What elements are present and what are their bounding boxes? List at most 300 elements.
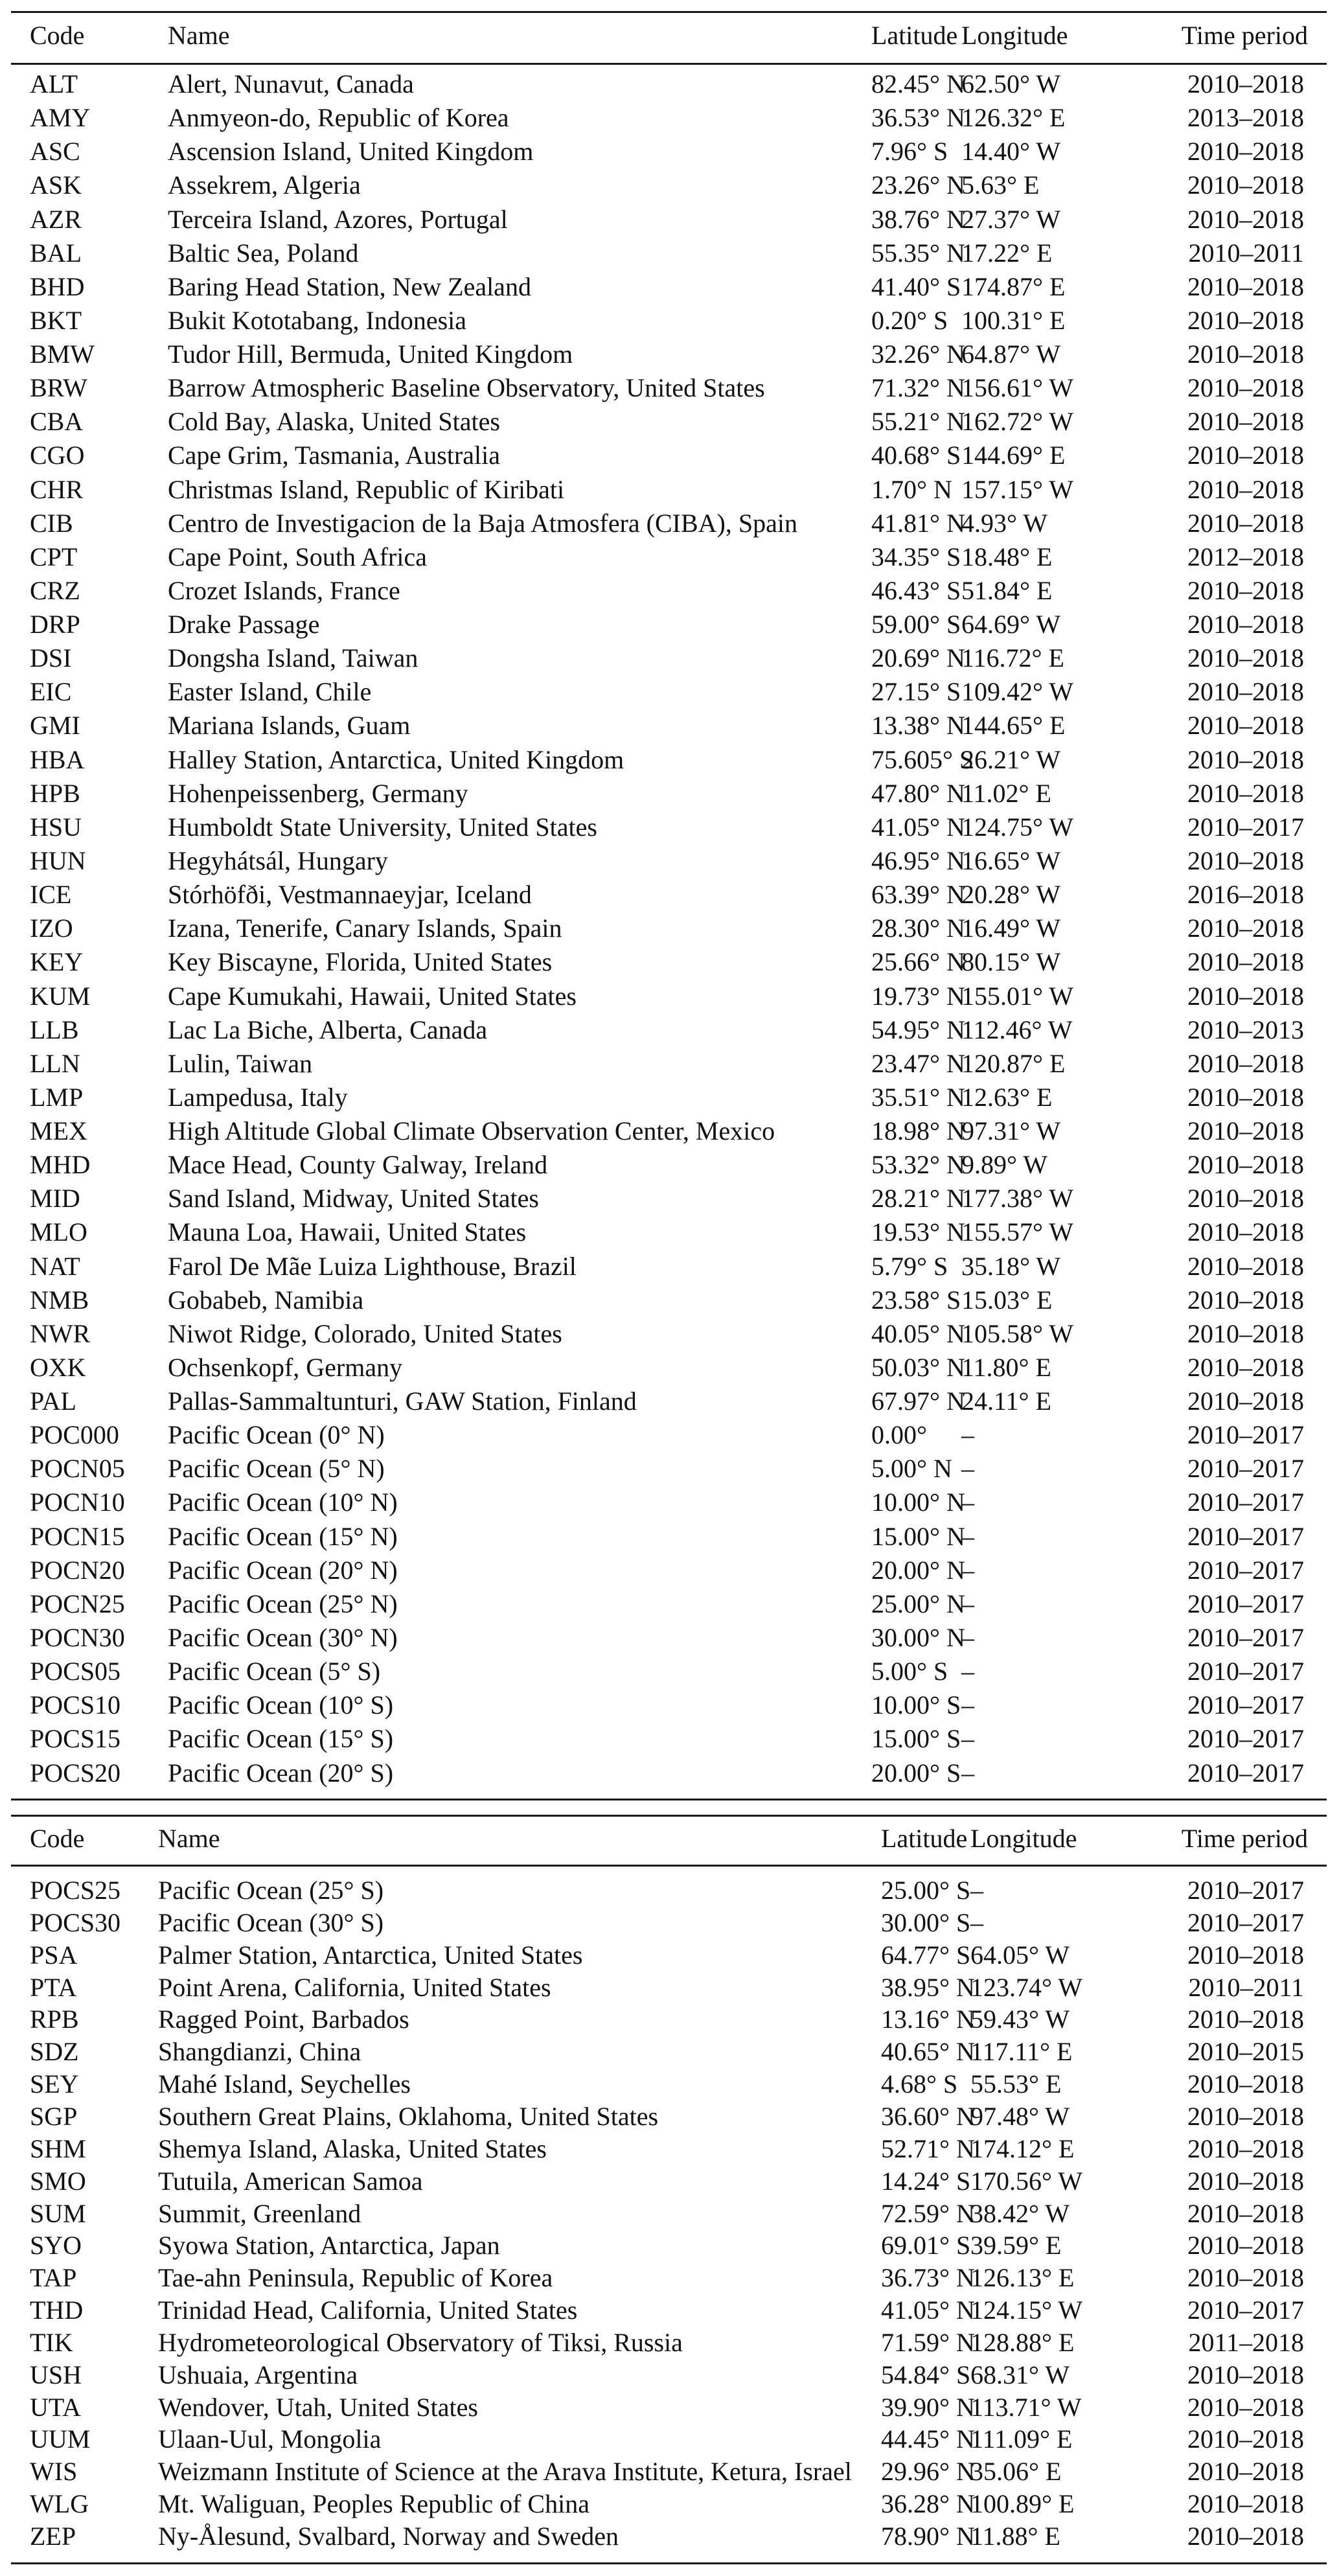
station-latitude: 27.15° S: [871, 677, 961, 706]
station-time-period: 2010–2018: [1187, 2360, 1304, 2389]
table-row: [0, 1318, 1339, 1350]
station-time-period: 2010–2018: [1187, 69, 1304, 98]
station-longitude: 16.65° W: [961, 846, 1061, 875]
station-time-period: 2010–2017: [1187, 1724, 1304, 1753]
station-time-period: 2010–2018: [1187, 475, 1304, 504]
station-code: DRP: [30, 610, 80, 639]
station-code: LLB: [30, 1015, 79, 1044]
station-code: SUM: [30, 2199, 86, 2228]
station-latitude: 18.98° N: [871, 1116, 965, 1145]
station-latitude: 15.00° S: [871, 1724, 961, 1753]
station-code: CGO: [30, 441, 85, 470]
station-longitude: 162.72° W: [961, 407, 1074, 436]
table-row: [0, 1182, 1339, 1215]
table-row: [0, 1622, 1339, 1654]
station-longitude: –: [961, 1454, 974, 1483]
station-name: Centro de Investigacion de la Baja Atmosfera (CIBA), Spain: [168, 509, 797, 538]
table-1-header-row: [0, 19, 1339, 52]
station-name: Farol De Mãe Luiza Lighthouse, Brazil: [168, 1252, 577, 1281]
station-latitude: 36.28° N: [881, 2489, 975, 2518]
table-row: [0, 1149, 1339, 1181]
station-name: Tutuila, American Samoa: [158, 2167, 423, 2196]
station-longitude: 170.56° W: [970, 2167, 1083, 2196]
station-name: Pallas-Sammaltunturi, GAW Station, Finland: [168, 1386, 637, 1416]
table-row: [0, 1554, 1339, 1587]
table-row: [0, 1048, 1339, 1080]
table-row: [0, 169, 1339, 201]
station-latitude: 14.24° S: [881, 2167, 971, 2196]
station-longitude: 126.13° E: [970, 2263, 1075, 2292]
station-time-period: 2011–2018: [1188, 2328, 1304, 2357]
station-latitude: 53.32° N: [871, 1150, 965, 1179]
station-time-period: 2010–2018: [1187, 2263, 1304, 2292]
station-longitude: 126.32° E: [961, 103, 1066, 132]
station-code: POCN20: [30, 1556, 125, 1585]
station-name: Cape Point, South Africa: [168, 542, 427, 571]
table-row: [0, 1723, 1339, 1755]
station-name: Mt. Waliguan, Peoples Republic of China: [158, 2489, 589, 2518]
station-code: NAT: [30, 1252, 80, 1281]
station-name: Stórhöfði, Vestmannaeyjar, Iceland: [168, 880, 532, 909]
station-longitude: 11.88° E: [970, 2522, 1060, 2551]
station-time-period: 2010–2018: [1187, 677, 1304, 706]
station-longitude: 100.31° E: [961, 306, 1066, 335]
station-latitude: 63.39° N: [871, 880, 965, 909]
station-longitude: 4.93° W: [961, 509, 1048, 538]
station-longitude: –: [961, 1758, 974, 1788]
table-row: [0, 1284, 1339, 1317]
station-longitude: –: [961, 1420, 974, 1449]
station-name: Ny-Ålesund, Svalbard, Norway and Sweden: [158, 2522, 619, 2551]
station-latitude: 23.58° S: [871, 1285, 961, 1315]
station-time-period: 2010–2017: [1187, 1488, 1304, 1517]
station-latitude: 72.59° N: [881, 2199, 975, 2228]
station-code: IZO: [30, 914, 73, 943]
station-code: CPT: [30, 542, 78, 571]
station-code: LLN: [30, 1049, 80, 1078]
table-row: [0, 2198, 1339, 2230]
station-code: SMO: [30, 2167, 86, 2196]
table-row: [0, 2003, 1339, 2036]
station-longitude: 116.72° E: [961, 643, 1064, 673]
station-latitude: 30.00° S: [881, 1908, 971, 1937]
station-time-period: 2010–2017: [1187, 1522, 1304, 1551]
station-code: POCN30: [30, 1623, 125, 1652]
station-time-period: 2010–2018: [1187, 1386, 1304, 1416]
header-latitude: Latitude: [881, 1824, 968, 1853]
table-row: [0, 1972, 1339, 2004]
station-latitude: 7.96° S: [871, 137, 948, 166]
station-name: Tae-ahn Peninsula, Republic of Korea: [158, 2263, 553, 2292]
header-name: Name: [158, 1824, 220, 1853]
station-code: MLO: [30, 1217, 87, 1247]
table-row: [0, 1757, 1339, 1789]
station-name: Dongsha Island, Taiwan: [168, 643, 418, 673]
station-code: ICE: [30, 880, 72, 909]
station-longitude: 105.58° W: [961, 1319, 1074, 1348]
station-time-period: 2010–2018: [1187, 2522, 1304, 2551]
table-row: [0, 1486, 1339, 1519]
station-name: Halley Station, Antarctica, United Kingdom: [168, 745, 624, 774]
table-row: [0, 608, 1339, 641]
station-longitude: 97.31° W: [961, 1116, 1061, 1145]
station-longitude: 51.84° E: [961, 576, 1053, 605]
station-time-period: 2010–2018: [1187, 2393, 1304, 2422]
station-longitude: –: [961, 1724, 974, 1753]
station-time-period: 2010–2018: [1187, 1116, 1304, 1145]
station-longitude: 120.87° E: [961, 1049, 1066, 1078]
table-row: [0, 1453, 1339, 1485]
station-time-period: 2010–2017: [1187, 812, 1304, 842]
station-latitude: 78.90° N: [881, 2522, 975, 2551]
header-longitude: Longitude: [961, 21, 1068, 50]
station-time-period: 2010–2018: [1187, 1083, 1304, 1112]
table-row: [0, 1115, 1339, 1147]
station-longitude: 14.40° W: [961, 137, 1061, 166]
station-longitude: 155.57° W: [961, 1217, 1074, 1247]
station-latitude: 29.96° N: [881, 2457, 975, 2486]
station-latitude: 13.38° N: [871, 711, 965, 740]
station-latitude: 46.95° N: [871, 846, 965, 875]
station-name: Humboldt State University, United States: [168, 812, 597, 842]
station-latitude: 19.53° N: [871, 1217, 965, 1247]
station-longitude: 17.22° E: [961, 238, 1053, 268]
station-name: Pacific Ocean (20° N): [168, 1556, 398, 1585]
station-time-period: 2010–2018: [1187, 339, 1304, 369]
station-latitude: 67.97° N: [871, 1386, 965, 1416]
station-name: Key Biscayne, Florida, United States: [168, 947, 553, 976]
station-time-period: 2010–2018: [1187, 846, 1304, 875]
station-latitude: 28.30° N: [871, 914, 965, 943]
station-time-period: 2010–2018: [1187, 407, 1304, 436]
station-code: PTA: [30, 1973, 77, 2002]
station-name: Pacific Ocean (30° N): [168, 1623, 398, 1652]
station-code: SEY: [30, 2069, 79, 2099]
table-row: [0, 980, 1339, 1013]
station-name: Point Arena, California, United States: [158, 1973, 551, 2002]
station-latitude: 46.43° S: [871, 576, 961, 605]
station-time-period: 2010–2018: [1187, 306, 1304, 335]
station-latitude: 10.00° N: [871, 1488, 965, 1517]
station-code: MID: [30, 1184, 80, 1213]
station-longitude: 64.69° W: [961, 610, 1061, 639]
station-time-period: 2010–2018: [1187, 1184, 1304, 1213]
station-latitude: 54.95° N: [871, 1015, 965, 1044]
station-time-period: 2013–2018: [1187, 103, 1304, 132]
station-longitude: 117.11° E: [970, 2037, 1073, 2066]
table-row: [0, 541, 1339, 573]
station-latitude: 40.65° N: [881, 2037, 975, 2066]
station-longitude: 155.01° W: [961, 982, 1074, 1011]
station-code: PSA: [30, 1940, 78, 1970]
station-time-period: 2010–2017: [1187, 2295, 1304, 2325]
station-time-period: 2010–2018: [1187, 711, 1304, 740]
station-name: Ulaan-Uul, Mongolia: [158, 2424, 382, 2454]
station-name: Ragged Point, Barbados: [158, 2005, 409, 2034]
table-row: [0, 744, 1339, 776]
station-latitude: 75.605° S: [871, 745, 974, 774]
station-longitude: –: [961, 1589, 974, 1618]
station-name: Mariana Islands, Guam: [168, 711, 411, 740]
station-latitude: 36.73° N: [881, 2263, 975, 2292]
station-latitude: 41.05° N: [871, 812, 965, 842]
station-code: HPB: [30, 779, 80, 808]
station-name: Pacific Ocean (10° S): [168, 1690, 394, 1719]
station-time-period: 2010–2017: [1187, 1876, 1304, 1905]
station-time-period: 2010–2018: [1187, 1049, 1304, 1078]
station-code: BMW: [30, 339, 95, 369]
table-row: [0, 2165, 1339, 2198]
station-time-period: 2010–2018: [1187, 982, 1304, 1011]
header-name: Name: [168, 21, 230, 50]
station-code: MEX: [30, 1116, 87, 1145]
table-row: [0, 845, 1339, 877]
station-latitude: 30.00° N: [871, 1623, 965, 1652]
station-name: Hegyhátsál, Hungary: [168, 846, 388, 875]
station-code: ASC: [30, 137, 80, 166]
table-row: [0, 1521, 1339, 1553]
station-time-period: 2010–2018: [1187, 2231, 1304, 2260]
station-name: Pacific Ocean (20° S): [168, 1758, 394, 1788]
station-code: UUM: [30, 2424, 91, 2454]
station-code: EIC: [30, 677, 72, 706]
station-longitude: 80.15° W: [961, 947, 1061, 976]
table-row: [0, 237, 1339, 270]
station-time-period: 2010–2018: [1187, 2134, 1304, 2163]
station-time-period: 2010–2017: [1187, 1758, 1304, 1788]
station-name: Cold Bay, Alaska, United States: [168, 407, 500, 436]
station-name: Pacific Ocean (30° S): [158, 1908, 384, 1937]
station-name: Mahé Island, Seychelles: [158, 2069, 411, 2099]
table-row: [0, 2262, 1339, 2294]
station-longitude: 9.89° W: [961, 1150, 1048, 1179]
station-time-period: 2010–2011: [1188, 238, 1304, 268]
table-1-bottom-rule: [11, 1799, 1327, 1800]
station-code: HSU: [30, 812, 82, 842]
station-latitude: 59.00° S: [871, 610, 961, 639]
table-row: [0, 912, 1339, 945]
station-name: Cape Kumukahi, Hawaii, United States: [168, 982, 577, 1011]
station-code: POCN15: [30, 1522, 125, 1551]
station-time-period: 2010–2018: [1187, 137, 1304, 166]
station-latitude: 44.45° N: [881, 2424, 975, 2454]
station-latitude: 52.71° N: [881, 2134, 975, 2163]
table-row: [0, 338, 1339, 371]
station-longitude: 26.21° W: [961, 745, 1061, 774]
station-time-period: 2010–2018: [1187, 779, 1304, 808]
station-longitude: 24.11° E: [961, 1386, 1051, 1416]
station-code: PAL: [30, 1386, 76, 1416]
station-longitude: 144.65° E: [961, 711, 1066, 740]
table-row: [0, 879, 1339, 911]
station-longitude: 15.03° E: [961, 1285, 1053, 1315]
table-row: [0, 1588, 1339, 1620]
station-code: POCN25: [30, 1589, 125, 1618]
station-time-period: 2010–2017: [1187, 1556, 1304, 1585]
table-row: [0, 1907, 1339, 1939]
station-latitude: 0.00°: [871, 1420, 927, 1449]
station-name: High Altitude Global Climate Observation Center, Mexico: [168, 1116, 775, 1145]
table-row: [0, 2359, 1339, 2391]
table-row: [0, 676, 1339, 708]
station-name: Anmyeon-do, Republic of Korea: [168, 103, 509, 132]
station-latitude: 25.66° N: [871, 947, 965, 976]
station-name: Cape Grim, Tasmania, Australia: [168, 441, 501, 470]
station-code: TIK: [30, 2328, 73, 2357]
table-1-top-rule: [11, 11, 1327, 13]
station-name: Christmas Island, Republic of Kiribati: [168, 475, 565, 504]
station-name: Pacific Ocean (25° N): [168, 1589, 398, 1618]
station-time-period: 2010–2018: [1187, 2457, 1304, 2486]
header-time-period: Time period: [1181, 21, 1308, 50]
station-longitude: 113.71° W: [970, 2393, 1082, 2422]
station-time-period: 2010–2011: [1188, 1973, 1304, 2002]
station-longitude: 16.49° W: [961, 914, 1061, 943]
station-name: Hohenpeissenberg, Germany: [168, 779, 468, 808]
table-2-header-row: [0, 1823, 1339, 1855]
station-time-period: 2010–2018: [1187, 947, 1304, 976]
table-row: [0, 2391, 1339, 2424]
station-latitude: 15.00° N: [871, 1522, 965, 1551]
station-latitude: 54.84° S: [881, 2360, 971, 2389]
station-code: BRW: [30, 373, 87, 402]
station-latitude: 40.68° S: [871, 441, 961, 470]
station-latitude: 23.26° N: [871, 170, 965, 200]
table-row: [0, 2229, 1339, 2262]
station-name: Izana, Tenerife, Canary Islands, Spain: [168, 914, 562, 943]
station-name: Shemya Island, Alaska, United States: [158, 2134, 547, 2163]
table-1-header-rule: [11, 63, 1327, 65]
station-longitude: 174.87° E: [961, 272, 1066, 301]
station-time-period: 2010–2018: [1187, 2199, 1304, 2228]
station-code: BHD: [30, 272, 85, 301]
station-longitude: 109.42° W: [961, 677, 1074, 706]
station-longitude: 39.59° E: [970, 2231, 1062, 2260]
station-latitude: 23.47° N: [871, 1049, 965, 1078]
station-time-period: 2010–2018: [1187, 205, 1304, 234]
station-time-period: 2010–2018: [1187, 1353, 1304, 1382]
station-name: Ascension Island, United Kingdom: [168, 137, 534, 166]
station-name: Sand Island, Midway, United States: [168, 1184, 539, 1213]
station-latitude: 5.00° N: [871, 1454, 952, 1483]
station-longitude: 97.48° W: [970, 2102, 1070, 2131]
table-row: [0, 474, 1339, 506]
station-latitude: 20.00° N: [871, 1556, 965, 1585]
station-latitude: 0.20° S: [871, 306, 948, 335]
table-row: [0, 1351, 1339, 1384]
table-row: [0, 372, 1339, 404]
station-longitude: 123.74° W: [970, 1973, 1083, 2002]
station-code: AMY: [30, 103, 91, 132]
station-longitude: –: [961, 1522, 974, 1551]
station-latitude: 28.21° N: [871, 1184, 965, 1213]
station-code: KUM: [30, 982, 91, 1011]
station-name: Pacific Ocean (15° S): [168, 1724, 394, 1753]
table-row: [0, 1655, 1339, 1688]
station-longitude: –: [961, 1690, 974, 1719]
station-time-period: 2010–2017: [1187, 1908, 1304, 1937]
station-latitude: 1.70° N: [871, 475, 952, 504]
table-row: [0, 2294, 1339, 2327]
station-longitude: 128.88° E: [970, 2328, 1075, 2357]
station-latitude: 41.05° N: [881, 2295, 975, 2325]
station-longitude: 18.48° E: [961, 542, 1053, 571]
station-code: SYO: [30, 2231, 82, 2260]
station-latitude: 13.16° N: [881, 2005, 975, 2034]
station-name: Crozet Islands, France: [168, 576, 400, 605]
station-latitude: 5.00° S: [871, 1657, 948, 1686]
table-row: [0, 946, 1339, 978]
station-latitude: 36.60° N: [881, 2102, 975, 2131]
station-longitude: 64.87° W: [961, 339, 1061, 369]
table-row: [0, 507, 1339, 540]
station-longitude: 111.09° E: [970, 2424, 1073, 2454]
station-longitude: 38.42° W: [970, 2199, 1070, 2228]
station-longitude: 157.15° W: [961, 475, 1074, 504]
station-time-period: 2010–2018: [1187, 1217, 1304, 1247]
station-code: SDZ: [30, 2037, 79, 2066]
station-code: HBA: [30, 745, 85, 774]
table-row: [0, 203, 1339, 236]
station-longitude: 100.89° E: [970, 2489, 1075, 2518]
station-longitude: 68.31° W: [970, 2360, 1070, 2389]
station-code: POCS05: [30, 1657, 121, 1686]
station-name: Summit, Greenland: [158, 2199, 361, 2228]
station-code: AZR: [30, 205, 82, 234]
station-latitude: 10.00° S: [871, 1690, 961, 1719]
station-longitude: 35.06° E: [970, 2457, 1062, 2486]
station-time-period: 2010–2017: [1187, 1454, 1304, 1483]
station-longitude: 35.18° W: [961, 1252, 1061, 1281]
station-code: NWR: [30, 1319, 91, 1348]
table-row: [0, 2455, 1339, 2488]
station-name: Gobabeb, Namibia: [168, 1285, 364, 1315]
station-latitude: 82.45° N: [871, 69, 965, 98]
station-code: TAP: [30, 2263, 77, 2292]
station-code: THD: [30, 2295, 84, 2325]
station-name: Shangdianzi, China: [158, 2037, 361, 2066]
station-code: POCN10: [30, 1488, 125, 1517]
table-row: [0, 68, 1339, 100]
table-row: [0, 406, 1339, 438]
table-row: [0, 777, 1339, 810]
station-name: Barrow Atmospheric Baseline Observatory, United States: [168, 373, 765, 402]
table-row: [0, 2036, 1339, 2068]
header-longitude: Longitude: [970, 1824, 1077, 1853]
station-code: BKT: [30, 306, 82, 335]
station-code: GMI: [30, 711, 80, 740]
table-row: [0, 1250, 1339, 1283]
station-time-period: 2010–2018: [1187, 2167, 1304, 2196]
station-name: Hydrometeorological Observatory of Tiksi, Russia: [158, 2328, 683, 2357]
station-name: Lulin, Taiwan: [168, 1049, 313, 1078]
station-name: Southern Great Plains, Oklahoma, United States: [158, 2102, 659, 2131]
station-code: NMB: [30, 1285, 89, 1315]
station-code: USH: [30, 2360, 82, 2389]
station-code: SGP: [30, 2102, 78, 2131]
station-longitude: –: [961, 1488, 974, 1517]
station-latitude: 35.51° N: [871, 1083, 965, 1112]
station-latitude: 34.35° S: [871, 542, 961, 571]
station-longitude: 156.61° W: [961, 373, 1074, 402]
station-latitude: 41.81° N: [871, 509, 965, 538]
station-longitude: 124.75° W: [961, 812, 1074, 842]
table-row: [0, 2133, 1339, 2165]
station-latitude: 69.01° S: [881, 2231, 971, 2260]
station-time-period: 2010–2018: [1187, 2489, 1304, 2518]
station-time-period: 2010–2018: [1187, 373, 1304, 402]
station-time-period: 2010–2018: [1187, 2102, 1304, 2131]
